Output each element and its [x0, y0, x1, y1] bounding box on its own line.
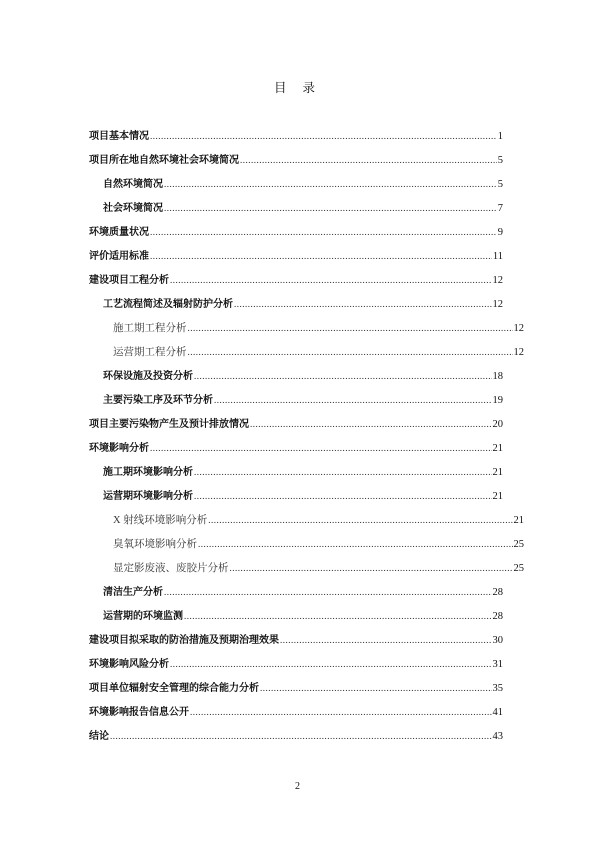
- toc-entry-page: 41: [492, 707, 503, 718]
- toc-entry-page: 21: [513, 515, 524, 526]
- toc-leader: [150, 225, 497, 239]
- toc-leader: [240, 153, 497, 167]
- toc-entry-page: 11: [492, 251, 503, 262]
- toc-entry-page: 12: [513, 347, 524, 358]
- toc-entry[interactable]: [89, 681, 503, 696]
- toc-leader: [188, 345, 513, 359]
- toc-leader: [170, 273, 492, 287]
- toc-entry-title: 工艺流程简述及辐射防护分析: [103, 299, 233, 310]
- toc-leader: [188, 321, 513, 335]
- toc-entry-title: 项目基本情况: [89, 131, 149, 142]
- toc-leader: [184, 609, 492, 623]
- toc-entry-title: 环境影响分析: [89, 443, 149, 454]
- toc-entry[interactable]: [89, 441, 503, 456]
- toc-entry[interactable]: [89, 705, 503, 720]
- toc-entry-page: 21: [492, 467, 503, 478]
- toc-entry[interactable]: [89, 633, 503, 648]
- toc-entry-title: 运营期环境影响分析: [103, 491, 193, 502]
- toc-entry[interactable]: [89, 729, 503, 744]
- toc-entry-title: 环境影响报告信息公开: [89, 707, 189, 718]
- toc-entry-title: 项目单位辐射安全管理的综合能力分析: [89, 683, 259, 694]
- toc-leader: [164, 177, 497, 191]
- toc-leader: [150, 249, 492, 263]
- toc-entry-page: 25: [513, 563, 524, 574]
- toc-leader: [250, 417, 492, 431]
- toc-leader: [198, 537, 513, 551]
- toc-entry-page: 20: [492, 419, 503, 430]
- toc-entry-title: 运营期的环境监测: [103, 611, 183, 622]
- toc-entry[interactable]: [89, 129, 503, 144]
- toc-entry-page: 18: [492, 371, 503, 382]
- toc-leader: [208, 513, 512, 527]
- toc-entry-title: 项目主要污染物产生及预计排放情况: [89, 419, 249, 430]
- toc-leader: [280, 633, 492, 647]
- toc-entry-title: 显定影废液、废胶片分析: [113, 563, 229, 574]
- toc-leader: [190, 705, 492, 719]
- toc-entry-title: 项目所在地自然环境社会环境简况: [89, 155, 239, 166]
- toc-entry-page: 1: [497, 131, 503, 142]
- toc-entry[interactable]: [113, 321, 524, 336]
- toc-entry-page: 7: [497, 203, 503, 214]
- toc-entry-title: 建设项目工程分析: [89, 275, 169, 286]
- toc-entry-page: 5: [497, 179, 503, 190]
- toc-entry-page: 21: [492, 443, 503, 454]
- toc-leader: [110, 729, 492, 743]
- toc-leader: [150, 129, 497, 143]
- toc-entry-page: 21: [492, 491, 503, 502]
- toc-entry[interactable]: [103, 585, 503, 600]
- toc-leader: [234, 297, 492, 311]
- toc-entry[interactable]: [89, 153, 503, 168]
- toc-leader: [194, 369, 492, 383]
- toc-entry-page: 28: [492, 611, 503, 622]
- toc-entry-title: 清洁生产分析: [103, 587, 163, 598]
- toc-entry-page: 12: [513, 323, 524, 334]
- toc-leader: [164, 585, 492, 599]
- toc-entry-page: 19: [492, 395, 503, 406]
- toc-entry-title: 施工期工程分析: [113, 323, 187, 334]
- toc-entry[interactable]: [103, 489, 503, 504]
- toc-entry-title: 臭氧环境影响分析: [113, 539, 197, 550]
- toc-entry[interactable]: [113, 561, 524, 576]
- toc-entry-title: 施工期环境影响分析: [103, 467, 193, 478]
- toc-leader: [230, 561, 513, 575]
- toc-entry[interactable]: [89, 249, 503, 264]
- toc-entry-title: 主要污染工序及环节分析: [103, 395, 213, 406]
- toc-entry-title: 环保设施及投资分析: [103, 371, 193, 382]
- toc-leader: [170, 657, 492, 671]
- toc-entry-title: 社会环境简况: [103, 203, 163, 214]
- toc-leader: [194, 489, 492, 503]
- toc-entry-title: 自然环境简况: [103, 179, 163, 190]
- toc-entry[interactable]: [103, 609, 503, 624]
- toc-entry[interactable]: [103, 201, 503, 216]
- toc-entry-page: 9: [497, 227, 503, 238]
- toc-leader: [214, 393, 492, 407]
- toc-entry-page: 43: [492, 731, 503, 742]
- toc-entry[interactable]: [89, 273, 503, 288]
- toc-entry[interactable]: [103, 465, 503, 480]
- toc-entry-page: 25: [513, 539, 524, 550]
- page-title: 目 录: [274, 80, 321, 95]
- toc-entry-page: 31: [492, 659, 503, 670]
- toc-entry-page: 28: [492, 587, 503, 598]
- toc-leader: [260, 681, 492, 695]
- toc-entry[interactable]: [89, 657, 503, 672]
- toc-entry-page: 35: [492, 683, 503, 694]
- page-number: 2: [295, 781, 300, 792]
- toc-entry[interactable]: [89, 225, 503, 240]
- toc-entry[interactable]: [103, 393, 503, 408]
- toc-entry-title: 环境影响风险分析: [89, 659, 169, 670]
- toc-entry[interactable]: [103, 369, 503, 384]
- toc-entry-title: 环境质量状况: [89, 227, 149, 238]
- toc-entry[interactable]: [113, 537, 524, 552]
- toc-entry-title: 评价适用标准: [89, 251, 149, 262]
- toc-entry-title: 运营期工程分析: [113, 347, 187, 358]
- toc-leader: [164, 201, 497, 215]
- toc-entry-page: 5: [497, 155, 503, 166]
- toc-entry[interactable]: [103, 297, 503, 312]
- toc-entry[interactable]: [113, 345, 524, 360]
- toc-entry[interactable]: [103, 177, 503, 192]
- toc-leader: [194, 465, 492, 479]
- toc-entry-page: 12: [492, 275, 503, 286]
- toc-entry-page: 30: [492, 635, 503, 646]
- toc-entry-title: 结论: [89, 731, 109, 742]
- toc-entry-page: 12: [492, 299, 503, 310]
- toc-entry-title: 建设项目拟采取的防治措施及预期治理效果: [89, 635, 279, 646]
- toc-entry-title: X 射线环境影响分析: [113, 515, 208, 526]
- toc-entry[interactable]: [113, 513, 524, 528]
- toc-leader: [150, 441, 492, 455]
- toc-entry[interactable]: [89, 417, 503, 432]
